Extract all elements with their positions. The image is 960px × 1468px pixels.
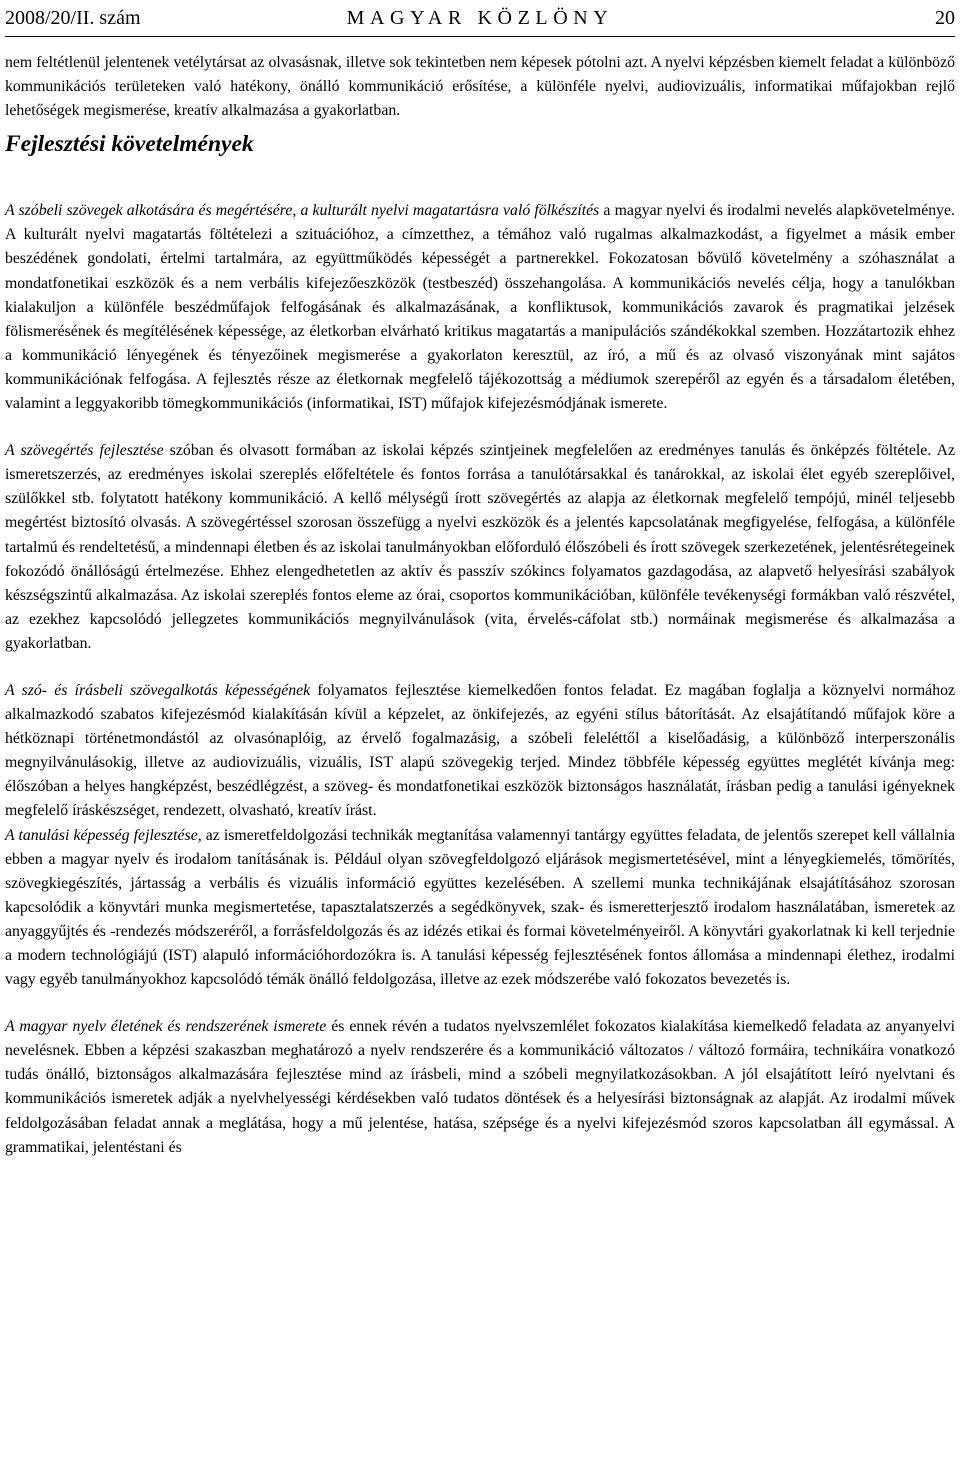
paragraph-text-comprehension (5, 439, 955, 656)
paragraph-lead: A szó- és írásbeli szövegalkotás képességének (5, 681, 311, 699)
paragraph-oral-texts (5, 199, 955, 416)
paragraph-body: a magyar nyelvi és irodalmi nevelés alapkövetelménye. A kulturált nyelvi magatartás föltételezi a szituációhoz, a címzetthez, a témához való rugalmas alkalmazkodást, a figyelmet a másik ember beszédének gondolati, értelmi tartalmára, az együttműködés képességét a partnerekkel. Fokozatosan bővülő követelmény a szóhasználat a mondatfonetikai eszközök és a nem verbális kifejezőeszközök (testbeszéd) összehangolása. A kommunikációs nevelés célja, hogy a tanulókban kialakuljon a különféle beszédműfajok felfogásának és alkalmazásának, a konfliktusok, kommunikációs zavarok és pragmatikai jelzések fölismerésének és megítélésének képessége, az életkorban elvárható kritikus magatartás a manipulációs szándékokkal szemben. Hozzátartozik ehhez a kommunikáció lényegének és tényezőinek megismerése a gyakorlaton keresztül, az író, a mű és az olvasó viszonyának mint sajátos kommunikációnak felfogása. A fejlesztés része az életkornak megfelelő tájékozottság a médiumok szerepéről az egyén és a társadalom életében, valamint a leggyakoribb tömegkommunikációs (informatikai, IST) műfajok kifejezésmódjának ismerete. (5, 202, 955, 413)
issue-number: 2008/20/II. szám (5, 7, 141, 29)
paragraph-body: és ennek révén a tudatos nyelvszemlélet fokozatos kialakítása kiemelkedő feladata az anyanyelvi nevelésnek. Ebben a képzési szakaszban meghatározó a nyelv rendszerére és a kommunikáció változatos / változó formáira, technikáira vonatkozó tudás önálló, biztonságos alkalmazására fejlesztése mind az írásbeli, mind a szóbeli megnyilatkozásokban. A jól elsajátított leíró nyelvtani és kommunikációs ismeretek adják a nyelvhelyességi kérdésekben való tudatos döntések és a helyesírási biztonságnak az alapját. Az irodalmi művek feldolgozásában feladat annak a meglátása, hogy a mű jelentése, hatása, szépsége és a nyelvi kifejezésmód szoros kapcsolatban áll egymással. A grammatikai, jelentéstani és (5, 1018, 955, 1156)
intro-paragraph (5, 51, 955, 123)
paragraph-body: folyamatos fejlesztése kiemelkedően fontos feladat. Ez magában foglalja a köznyelvi normához alkalmazkodó szabatos kifejezésmód kialakításán kívül a képzelet, az önkifejezés, az egyéni stílus bátorítását. Az elsajátítandó műfajok köre a hétköznapi történetmondástól az olvasónaplóig, az érvelő fogalmazásig, a szóbeli feleléttől a kiselőadásig, a különböző interperszonális megnyilvánulásokig, illetve az audiovizuális, vizuális, IST alapú szövegekig terjed. Mindez többféle képesség együttes meglétét kívánja meg: élőszóban a helyes hangképzést, beszédlégzést, a szöveg- és mondatfonetikai eszközök biztonságos használatát, írásban pedig a tanulási igényeknek megfelelő íráskészséget, rendezett, olvasható, kreatív írást. (5, 681, 956, 820)
paragraph-learning-ability (5, 824, 955, 993)
document-page (5, 0, 955, 1160)
intro-paragraph-text: nem feltétlenül jelentenek vetélytársat az olvasásnak, illetve sok tekintetben nem képesek pótolni azt. A nyelvi képzésben kiemelt feladat a különböző kommunikációs területeken való hatékony, önálló kommunikáció erősítése, a különféle nyelvi, audiovizuális, informatikai műfajokban rejlő lehetőségek megismerése, kreatív alkalmazása a gyakorlatban. (5, 54, 955, 120)
page-number: 20 (935, 7, 955, 29)
paragraph-body: az ismeretfeldolgozási technikák megtanítása valamennyi tantárgy együttes feladata, de jelentős szerepet kell vállalnia ebben a magyar nyelv és irodalom tanításának is. Például olyan szövegfeldolgozó eljárások megismertetésével, mint a lényegkiemelés, tömörítés, szövegkiegészítés, jártasság a verbális és vizuális információ együttes kezelésében. A szellemi munka technikájának elsajátításához szorosan kapcsolódik a könyvtári munka megismertetése, tapasztalatszerzés a segédkönyvek, szak- és ismeretterjesztő irodalom használatában, ismeretek az anyaggyűjtés és -rendezés módszeréről, a forrásfeldolgozás és az idézés etikai és formai követelményeiről. A könyvtári gyakorlatnak ki kell terjednie a modern technológiájú (IST) alapuló információhordozókra is. A tanulási képesség fejlesztésének fontos állomása a mindennapi élethez, irodalmi vagy egyéb tanulmányokhoz kapcsolódó témák önálló feldolgozása, illetve az ezek módszerébe való fokozatos bevezetés is. (5, 826, 955, 989)
journal-title: MAGYAR KÖZLÖNY (346, 7, 614, 29)
paragraph-lead: A tanulási képesség fejlesztése, (5, 826, 202, 844)
running-header (5, 0, 955, 37)
paragraph-language-system (5, 1015, 955, 1160)
paragraph-text-composition (5, 679, 955, 824)
paragraph-lead: A szóbeli szövegek alkotására és megértésére, a kulturált nyelvi magatartásra való fölkészítés (5, 202, 600, 220)
page-body (5, 51, 955, 1160)
paragraph-lead: A szövegértés fejlesztése (5, 442, 164, 460)
paragraph-lead: A magyar nyelv életének és rendszerének ismerete (5, 1018, 327, 1036)
paragraph-body: szóban és olvasott formában az iskolai képzés szintjeinek megfelelően az eredményes tanulás és önképzés föltétele. Az ismeretszerzés, az eredményes iskolai szereplés előfeltétele és fontos forrása a tanulótársakkal és tanárokkal, az iskolai élet egyéb szereplőivel, szülőkkel stb. folytatott hatékony kommunikáció. A kellő mélységű írott szövegértés az alapja az életkornak megfelelő tempójú, minél teljesebb megértést biztosító olvasás. A szövegértéssel szorosan összefügg a nyelvi eszközök és a jelentés kapcsolatának megfigyelése, felfogása, a különféle tartalmú és rendeltetésű, a mindennapi életben és az iskolai tanulmányokban előforduló élőszóbeli és írott szövegek szerkezetének, jelentésrétegeinek fokozódó önállóságú értelmezése. Ehhez elengedhetetlen az aktív és passzív szókincs folyamatos gazdagodása, az alapvető helyesírási szabályok készségszintű alkalmazása. Az iskolai szereplés fontos eleme az órai, csoportos kommunikációban, különféle tevékenységi formákban való részvétel, az ezekhez kapcsolódó jellegzetes kommunikációs megnyilvánulások (vita, érvelés-cáfolat stb.) normáinak megismerése és alkalmazása a gyakorlatban. (5, 442, 955, 652)
section-title: Fejlesztési követelmények (5, 131, 254, 158)
